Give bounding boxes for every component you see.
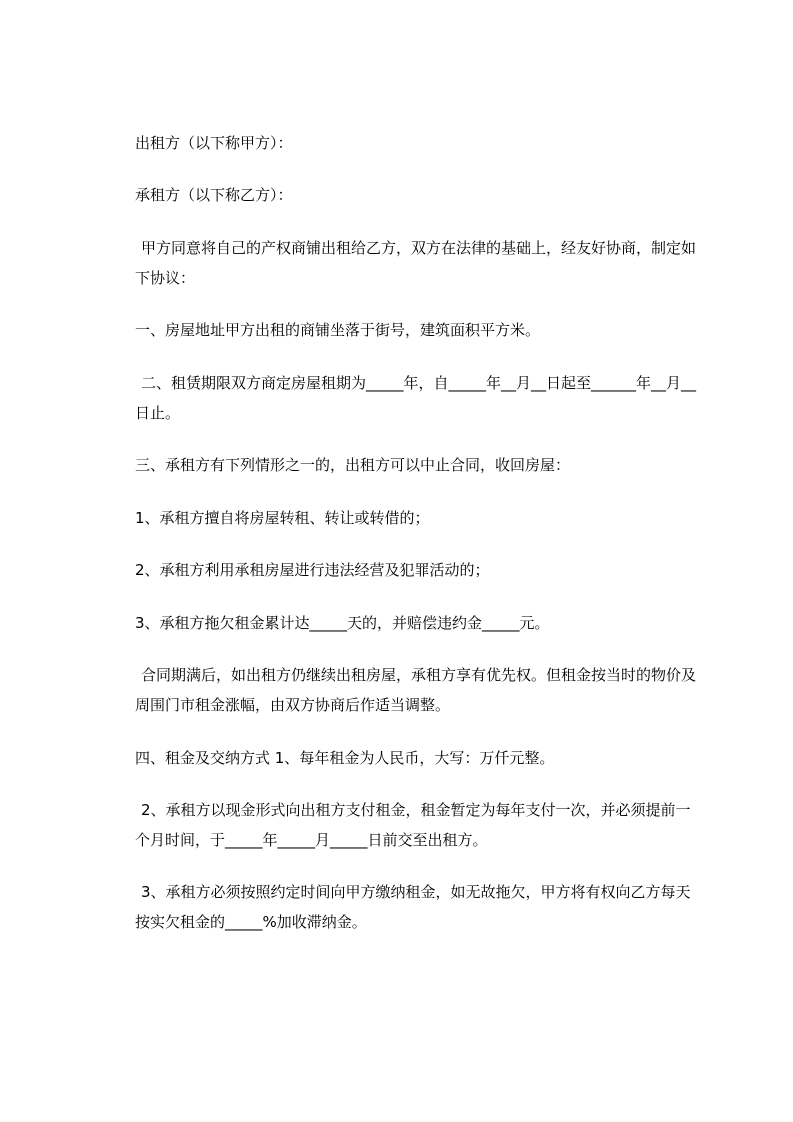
paragraph-agreement-intro: 甲方同意将自己的产权商铺出租给乙方，双方在法律的基础上，经友好协商，制定如下协议： (135, 239, 697, 287)
paragraph-item-1-sublet: 1、承租方擅自将房屋转租、转让或转借的； (135, 509, 430, 527)
paragraph-lessee: 承租方（以下称乙方）： (135, 186, 293, 204)
paragraph-item-2-illegal: 2、承租方利用承租房屋进行违法经营及犯罪活动的； (135, 561, 490, 579)
paragraph-clause-3-termination: 三、承租方有下列情形之一的，出租方可以中止合同，收回房屋： (135, 456, 571, 474)
paragraph-late-fee: 3、承租方必须按照约定时间向甲方缴纳租金，如无故拖欠，甲方将有权向乙方每天按实欠租金的_____%加收滞纳金。 (135, 883, 691, 931)
paragraph-clause-2-term: 二、租赁期限双方商定房屋租期为_____年，自_____年__月__日起至______年__月__日止。 (135, 374, 697, 422)
paragraph-renewal-priority: 合同期满后，如出租方仍继续出租房屋，承租方享有优先权。但租金按当时的物价及周围门市租金涨幅，由双方协商后作适当调整。 (135, 666, 697, 714)
paragraph-item-3-arrears: 3、承租方拖欠租金累计达_____天的，并赔偿违约金_____元。 (135, 614, 550, 632)
paragraph-rent-payment: 2、承租方以现金形式向出租方支付租金，租金暂定为每年支付一次，并必须提前一个月时间，于_____年_____月_____日前交至出租方。 (135, 801, 691, 849)
paragraph-lessor: 出租方（以下称甲方）： (135, 134, 293, 152)
paragraph-clause-1-address: 一、房屋地址甲方出租的商铺坐落于街号，建筑面积平方米。 (135, 321, 541, 339)
paragraph-clause-4-rent: 四、租金及交纳方式 1、每年租金为人民币，大写：万仟元整。 (135, 749, 555, 767)
